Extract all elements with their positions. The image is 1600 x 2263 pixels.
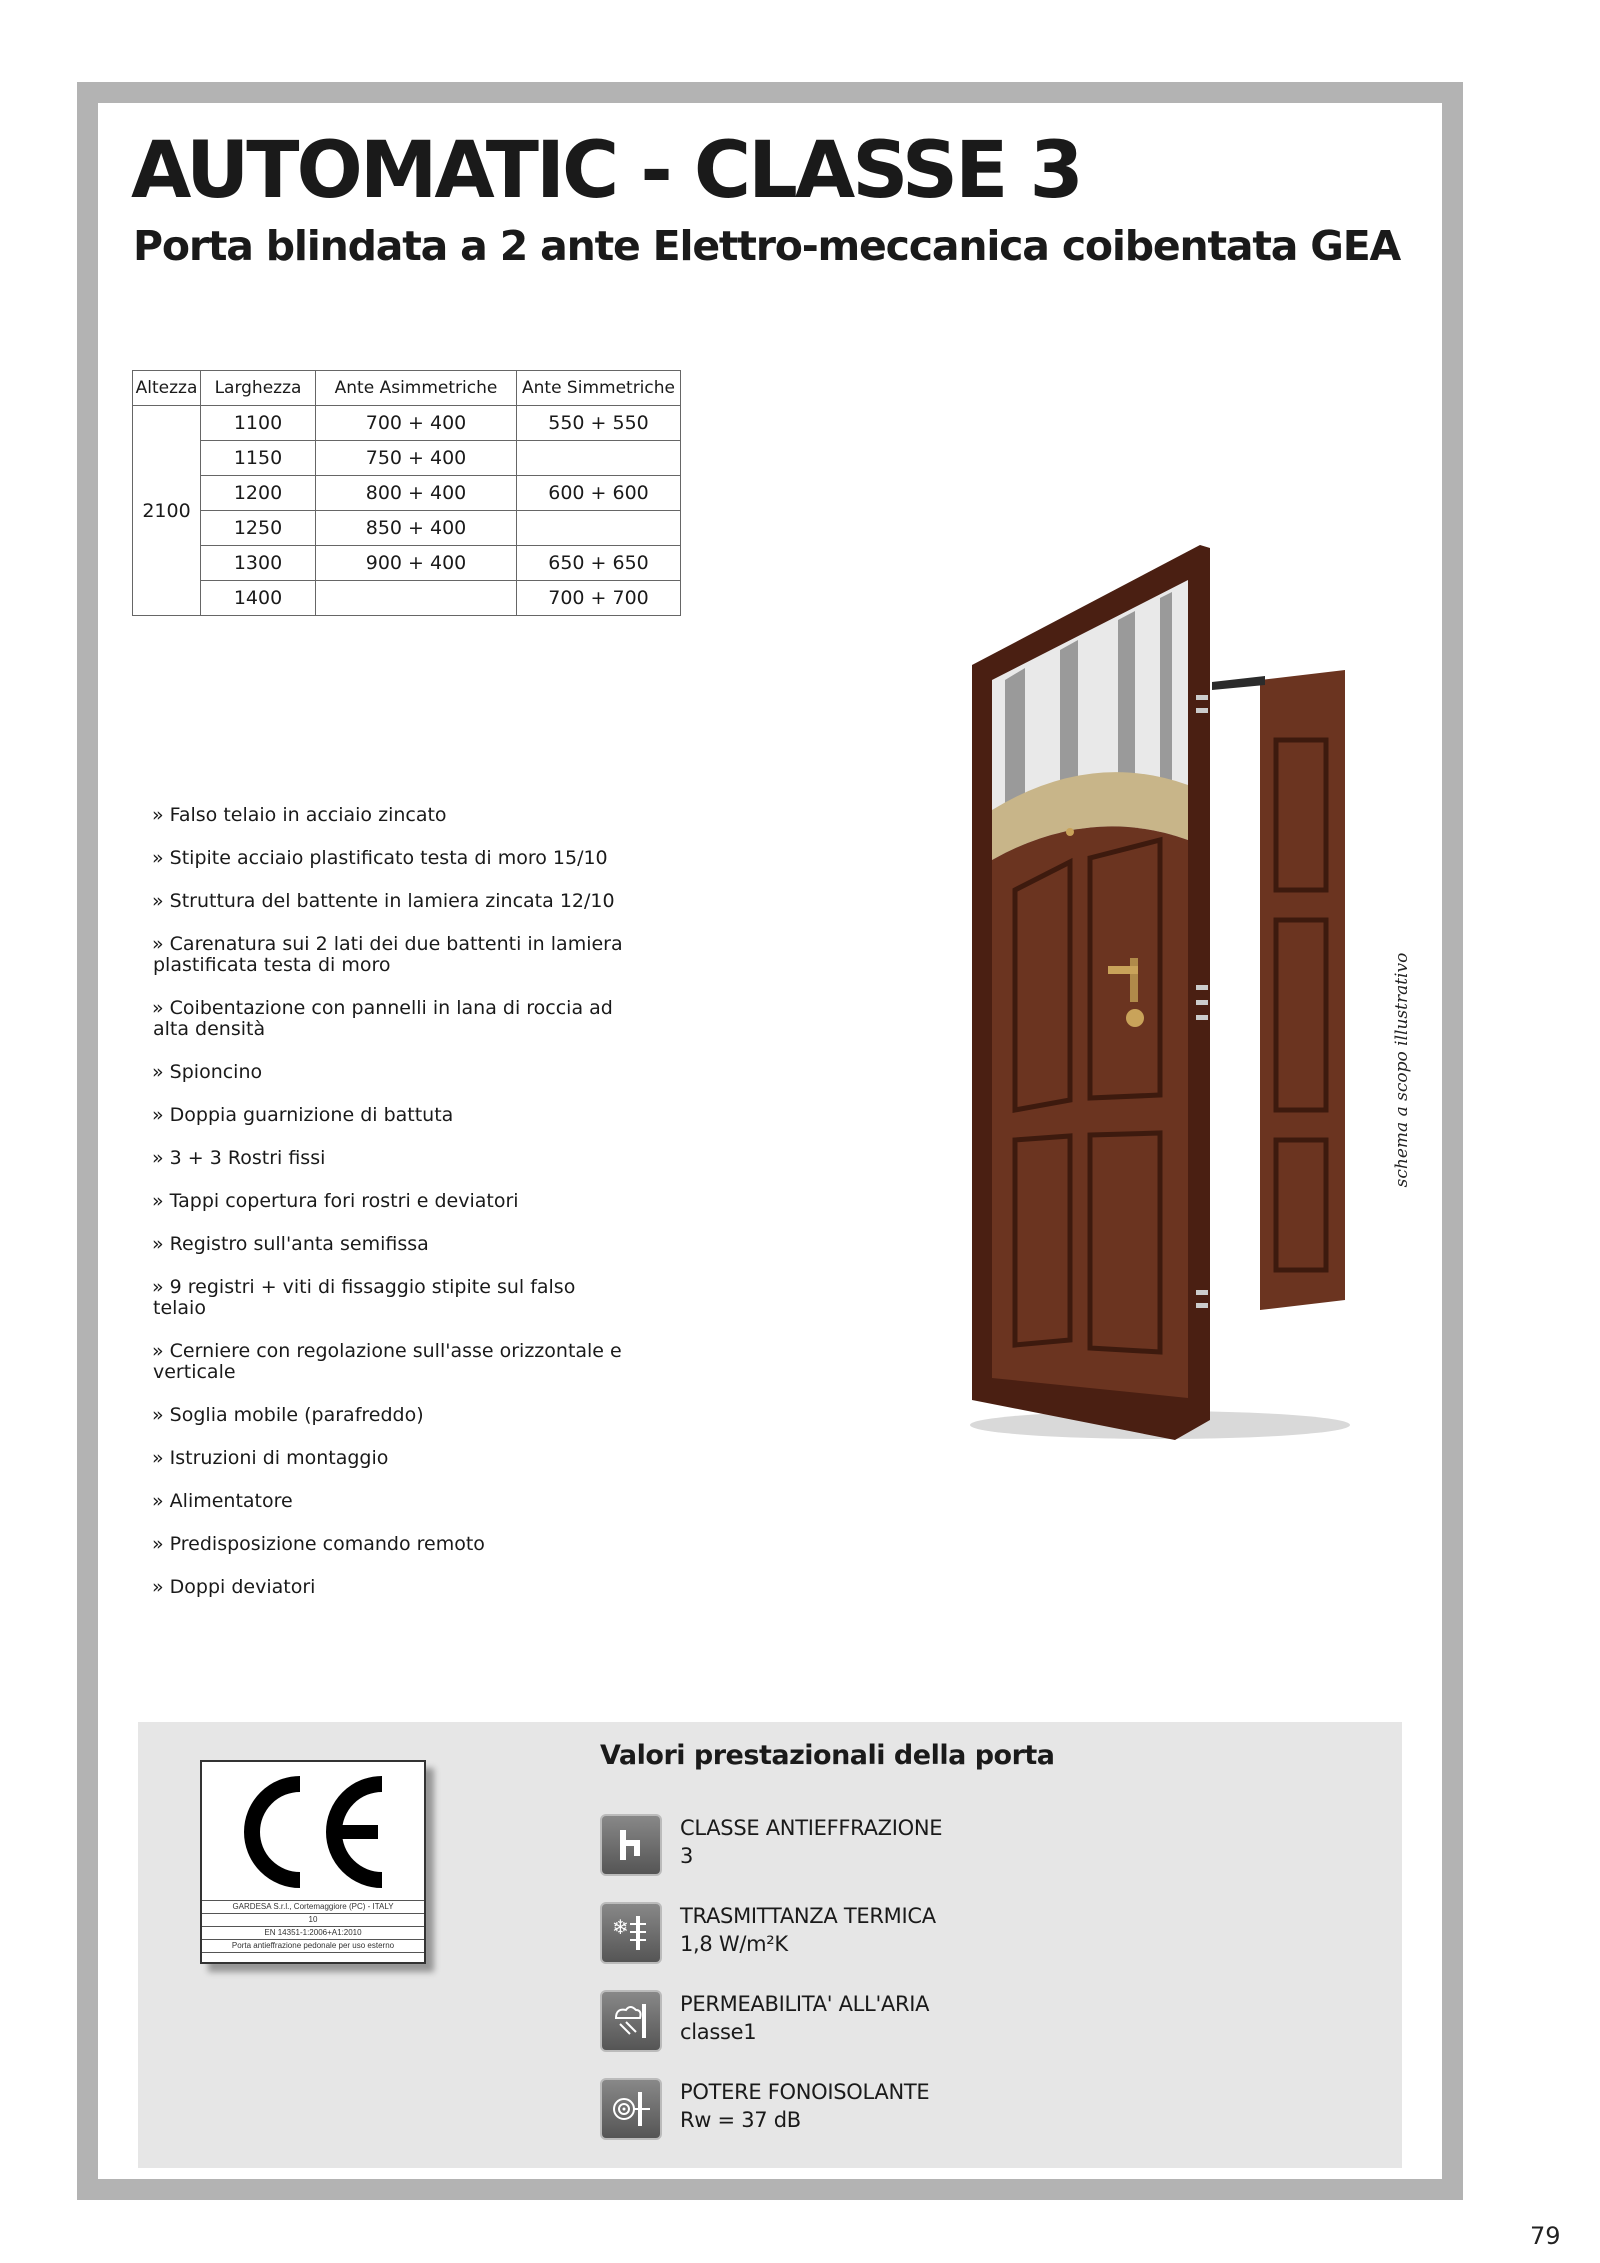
page-number: 79 bbox=[1530, 2222, 1561, 2250]
list-item: » Cerniere con regolazione sull'asse orizzontale e verticale bbox=[152, 1340, 622, 1383]
list-item: » 3 + 3 Rostri fissi bbox=[152, 1147, 326, 1169]
thermal-transmittance-icon bbox=[600, 1902, 662, 1964]
performance-value: classe1 bbox=[680, 2020, 757, 2044]
performance-value: 1,8 W/m²K bbox=[680, 1932, 788, 1956]
list-item: » Predisposizione comando remoto bbox=[152, 1533, 485, 1555]
list-item: » Falso telaio in acciaio zincato bbox=[152, 804, 447, 826]
performance-value: 3 bbox=[680, 1844, 694, 1868]
performance-item-sound bbox=[600, 2074, 1000, 2144]
table-row bbox=[133, 441, 681, 476]
ce-line-manufacturer: GARDESA S.r.l., Cortemaggiore (PC) - ITALY bbox=[202, 1901, 424, 1914]
list-item: » Tappi copertura fori rostri e deviatori bbox=[152, 1190, 519, 1212]
image-note: schema a scopo illustrativo bbox=[1392, 952, 1412, 1188]
cell-simmetriche bbox=[517, 511, 681, 546]
table-header-row bbox=[133, 371, 681, 406]
list-item: » Doppi deviatori bbox=[152, 1576, 316, 1598]
ce-label-card bbox=[200, 1760, 426, 1964]
svg-text:❄: ❄ bbox=[612, 1915, 629, 1939]
burglar-resistance-icon bbox=[600, 1814, 662, 1876]
cell-altezza: 2100 bbox=[133, 406, 201, 616]
door-illustration bbox=[960, 540, 1380, 1460]
cell-larghezza: 1250 bbox=[201, 511, 316, 546]
cell-simmetriche: 550 + 550 bbox=[517, 406, 681, 441]
header-ante-simmetriche: Ante Simmetriche bbox=[517, 371, 681, 406]
list-item: » Alimentatore bbox=[152, 1490, 293, 1512]
cell-asimmetriche: 700 + 400 bbox=[316, 406, 517, 441]
performance-item-burglar bbox=[600, 1810, 1000, 1880]
table-row bbox=[133, 546, 681, 581]
performance-label: CLASSE ANTIEFFRAZIONE bbox=[680, 1816, 943, 1840]
performance-item-thermal bbox=[600, 1898, 1000, 1968]
performance-item-air bbox=[600, 1986, 1000, 2056]
list-item: » Soglia mobile (parafreddo) bbox=[152, 1404, 424, 1426]
ce-line-year: 10 bbox=[202, 1914, 424, 1927]
performance-title: Valori prestazionali della porta bbox=[600, 1740, 1055, 1771]
cell-larghezza: 1100 bbox=[201, 406, 316, 441]
header-ante-asimmetriche: Ante Asimmetriche bbox=[316, 371, 517, 406]
ce-mark-icon bbox=[230, 1770, 396, 1894]
list-item: » Istruzioni di montaggio bbox=[152, 1447, 389, 1469]
cell-asimmetriche: 800 + 400 bbox=[316, 476, 517, 511]
performance-label: PERMEABILITA' ALL'ARIA bbox=[680, 1992, 930, 2016]
list-item: » 9 registri + viti di fissaggio stipite sul falso telaio bbox=[152, 1276, 576, 1319]
list-item: » Carenatura sui 2 lati dei due battenti in lamiera plastificata testa di moro bbox=[152, 933, 623, 976]
list-item: » Stipite acciaio plastificato testa di moro 15/10 bbox=[152, 847, 608, 869]
list-item: » Spioncino bbox=[152, 1061, 263, 1083]
list-item: » Struttura del battente in lamiera zincata 12/10 bbox=[152, 890, 615, 912]
cell-larghezza: 1200 bbox=[201, 476, 316, 511]
dimensions-table bbox=[132, 370, 681, 616]
cell-larghezza: 1400 bbox=[201, 581, 316, 616]
ce-line-description: Porta antieffrazione pedonale per uso esterno bbox=[202, 1940, 424, 1953]
header-larghezza: Larghezza bbox=[201, 371, 316, 406]
page-title: AUTOMATIC - CLASSE 3 bbox=[131, 126, 1081, 216]
table-row bbox=[133, 476, 681, 511]
cell-larghezza: 1150 bbox=[201, 441, 316, 476]
cell-simmetriche: 600 + 600 bbox=[517, 476, 681, 511]
air-permeability-icon bbox=[600, 1990, 662, 2052]
list-item: » Doppia guarnizione di battuta bbox=[152, 1104, 454, 1126]
header-altezza: Altezza bbox=[133, 371, 201, 406]
performance-value: Rw = 37 dB bbox=[680, 2108, 801, 2132]
table-row bbox=[133, 581, 681, 616]
list-item: » Registro sull'anta semifissa bbox=[152, 1233, 429, 1255]
cell-asimmetriche: 750 + 400 bbox=[316, 441, 517, 476]
sound-insulation-icon bbox=[600, 2078, 662, 2140]
cell-asimmetriche: 850 + 400 bbox=[316, 511, 517, 546]
cell-simmetriche bbox=[517, 441, 681, 476]
cell-simmetriche: 650 + 650 bbox=[517, 546, 681, 581]
table-row bbox=[133, 511, 681, 546]
feature-list bbox=[153, 805, 633, 1620]
cell-larghezza: 1300 bbox=[201, 546, 316, 581]
performance-label: TRASMITTANZA TERMICA bbox=[680, 1904, 936, 1928]
performance-label: POTERE FONOISOLANTE bbox=[680, 2080, 930, 2104]
cell-asimmetriche bbox=[316, 581, 517, 616]
cell-simmetriche: 700 + 700 bbox=[517, 581, 681, 616]
ce-line-standard: EN 14351-1:2006+A1:2010 bbox=[202, 1927, 424, 1940]
list-item: » Coibentazione con pannelli in lana di roccia ad alta densità bbox=[152, 997, 613, 1040]
cell-asimmetriche: 900 + 400 bbox=[316, 546, 517, 581]
page-subtitle: Porta blindata a 2 ante Elettro-meccanica coibentata GEA bbox=[133, 222, 1401, 270]
ce-label-lines bbox=[202, 1900, 424, 1953]
table-row bbox=[133, 406, 681, 441]
